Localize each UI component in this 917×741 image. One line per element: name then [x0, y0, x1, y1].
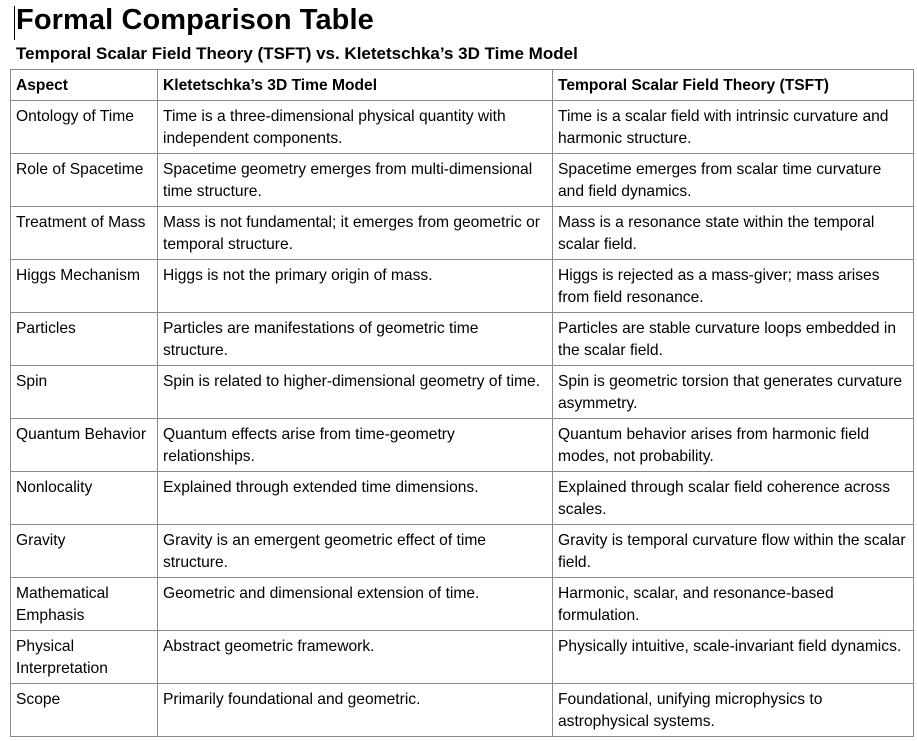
kletetschka-cell: Higgs is not the primary origin of mass.: [158, 259, 553, 312]
table-row: [11, 206, 914, 259]
tsft-cell: Explained through scalar field coherence across scales.: [553, 471, 914, 524]
kletetschka-cell: Explained through extended time dimensions.: [158, 471, 553, 524]
table-row: [11, 153, 914, 206]
aspect-cell: Role of Spacetime: [11, 153, 158, 206]
table-row: [11, 100, 914, 153]
tsft-cell: Harmonic, scalar, and resonance-based formulation.: [553, 577, 914, 630]
kletetschka-cell: Time is a three-dimensional physical quantity with independent components.: [158, 100, 553, 153]
tsft-cell: Higgs is rejected as a mass-giver; mass arises from field resonance.: [553, 259, 914, 312]
header-kletetschka: Kletetschka’s 3D Time Model: [158, 70, 553, 101]
aspect-cell: Mathematical Emphasis: [11, 577, 158, 630]
tsft-cell: Particles are stable curvature loops embedded in the scalar field.: [553, 312, 914, 365]
aspect-cell: Treatment of Mass: [11, 206, 158, 259]
aspect-cell: Physical Interpretation: [11, 630, 158, 683]
kletetschka-cell: Geometric and dimensional extension of time.: [158, 577, 553, 630]
aspect-cell: Scope: [11, 683, 158, 736]
aspect-cell: Spin: [11, 365, 158, 418]
kletetschka-cell: Spin is related to higher-dimensional geometry of time.: [158, 365, 553, 418]
table-row: [11, 312, 914, 365]
table-row: [11, 524, 914, 577]
header-tsft: Temporal Scalar Field Theory (TSFT): [553, 70, 914, 101]
table-row: [11, 683, 914, 736]
table-row: [11, 577, 914, 630]
kletetschka-cell: Primarily foundational and geometric.: [158, 683, 553, 736]
aspect-cell: Quantum Behavior: [11, 418, 158, 471]
table-row: [11, 471, 914, 524]
text-cursor: [14, 6, 15, 40]
tsft-cell: Mass is a resonance state within the temporal scalar field.: [553, 206, 914, 259]
tsft-cell: Spin is geometric torsion that generates curvature asymmetry.: [553, 365, 914, 418]
aspect-cell: Gravity: [11, 524, 158, 577]
aspect-cell: Particles: [11, 312, 158, 365]
table-row: [11, 259, 914, 312]
tsft-cell: Time is a scalar field with intrinsic curvature and harmonic structure.: [553, 100, 914, 153]
aspect-cell: Higgs Mechanism: [11, 259, 158, 312]
header-aspect: Aspect: [11, 70, 158, 101]
page-title: Formal Comparison Table: [16, 4, 374, 36]
kletetschka-cell: Mass is not fundamental; it emerges from geometric or temporal structure.: [158, 206, 553, 259]
kletetschka-cell: Gravity is an emergent geometric effect of time structure.: [158, 524, 553, 577]
kletetschka-cell: Abstract geometric framework.: [158, 630, 553, 683]
table-row: [11, 630, 914, 683]
kletetschka-cell: Spacetime geometry emerges from multi-dimensional time structure.: [158, 153, 553, 206]
table-row: [11, 365, 914, 418]
aspect-cell: Ontology of Time: [11, 100, 158, 153]
page-subtitle: Temporal Scalar Field Theory (TSFT) vs. Kletetschka’s 3D Time Model: [16, 44, 578, 63]
table-row: [11, 418, 914, 471]
kletetschka-cell: Particles are manifestations of geometric time structure.: [158, 312, 553, 365]
tsft-cell: Foundational, unifying microphysics to astrophysical systems.: [553, 683, 914, 736]
tsft-cell: Physically intuitive, scale-invariant field dynamics.: [553, 630, 914, 683]
kletetschka-cell: Quantum effects arise from time-geometry relationships.: [158, 418, 553, 471]
comparison-table: [10, 69, 914, 737]
aspect-cell: Nonlocality: [11, 471, 158, 524]
tsft-cell: Quantum behavior arises from harmonic field modes, not probability.: [553, 418, 914, 471]
table-header-row: [11, 70, 914, 101]
tsft-cell: Gravity is temporal curvature flow within the scalar field.: [553, 524, 914, 577]
tsft-cell: Spacetime emerges from scalar time curvature and field dynamics.: [553, 153, 914, 206]
